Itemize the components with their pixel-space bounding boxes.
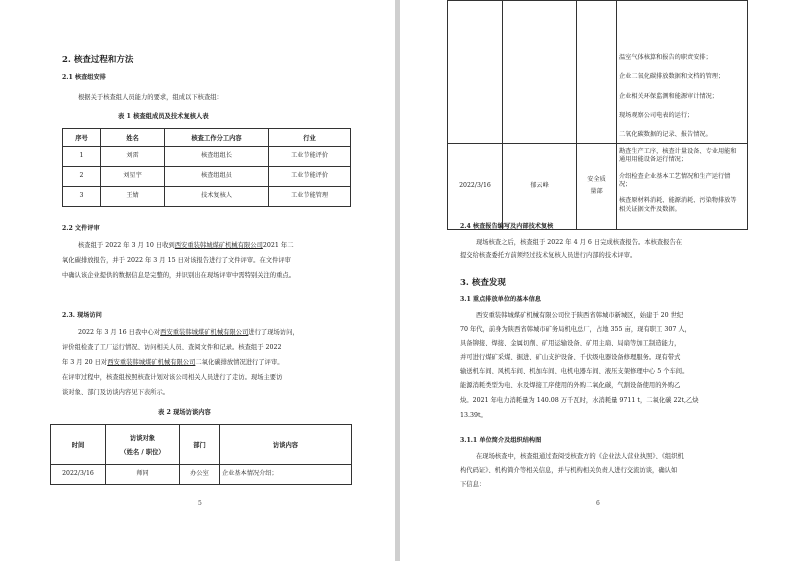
table-cell: 核查组组长: [165, 147, 269, 167]
paragraph-line: 2022 年 3 月 16 日我中心对西安重装韩城煤矿机械有限公司进行了现场访问，: [78, 329, 299, 336]
interview-table-continued: [447, 0, 748, 230]
paragraph-line: 中确认该企业提供的数据信息是完整的，并识别出在现场评审中需特别关注的重点。: [62, 272, 295, 279]
paragraph-intro: 根据关于核查组人员能力的要求，组成以下核查组：: [78, 94, 223, 101]
table-cell: 1: [63, 147, 101, 167]
table-cell: 工业节能评价: [269, 147, 351, 167]
table-row: [63, 167, 351, 187]
table2-caption: 表 2 现场访谈内容: [158, 409, 211, 416]
company-name-link: 西安重装韩城煤矿机械有限公司: [160, 329, 249, 336]
paragraph-line: 氧化碳排放报告，并于 2022 年 3 月 15 日对该报告进行了文件评审。在文件评审: [62, 257, 291, 264]
table-row: [63, 187, 351, 207]
table-cell: 安全质 量部: [577, 143, 617, 229]
table1-header-cell: 序号: [63, 129, 101, 147]
table-cell: 2022/3/16: [448, 143, 503, 229]
table-cell: 办公室: [180, 465, 220, 485]
table-cell: 刘雷: [101, 147, 165, 167]
paragraph-line: 炔。2021 年电力消耗量为 140.08 万千瓦时，水消耗量 9711 t，二氧化碳 22t,乙炔: [460, 397, 699, 404]
subsection-heading-2-4: 2.4 核查报告编写及内部技术复核: [460, 223, 554, 230]
page-number: 5: [198, 500, 202, 507]
interview-table: [50, 424, 352, 485]
table-cell: 工业节能评价: [269, 167, 351, 187]
table-cell: 师同: [106, 465, 180, 485]
subsection-heading-2-2: 2.2 文件评审: [62, 225, 100, 232]
page-number: 6: [596, 500, 600, 507]
section-heading-2: 2. 核查过程和方法: [62, 55, 134, 65]
paragraph-line: 现场核查之后，核查组于 2022 年 4 月 6 日完成核查报告。本核查报告在: [476, 239, 683, 246]
table-cell: 刘星宇: [101, 167, 165, 187]
table2-header-content: 访谈内容: [220, 425, 352, 465]
table-cell: 勘查生产工序，核查计量设备、专业用能和 通用用能设备运行情况； 介绍检查企业基本工艺情况和生产运行情 况； 核查原材料消耗、能源消耗、污染物排放等 相关证据文件及数据。: [617, 143, 748, 229]
paragraph-line: 提交给核查委托方前须经过技术复核人员进行内部的技术评审。: [460, 252, 637, 259]
paragraph-line: 下信息：: [460, 481, 486, 488]
subsection-heading-2-1: 2.1 核查组安排: [62, 74, 106, 81]
subsection-heading-3-1: 3.1 重点排放单位的基本信息: [460, 296, 541, 303]
paragraph-line: 输送机车间、风机车间、机加车间、电机电器车间、液压支架修理中心 5 个车间。: [460, 368, 689, 375]
paragraph-line: 70 年代，前身为陕西省韩城市矿务局机电总厂，占地 355 亩，现有职工 307 人，: [460, 326, 691, 333]
subsection-heading-2-3: 2.3. 现场访问: [62, 312, 102, 319]
paragraph-line: 核查组于 2022 年 3 月 10 日收到西安重装韩城煤矿机械有限公司2021 年二: [78, 242, 294, 249]
table-cell: 郁云峰: [503, 143, 577, 229]
paragraph-line: 构代码证》、机构简介等相关信息，并与机构相关负责人进行交流访谈，确认如: [460, 467, 678, 474]
paragraph-line: 在评审过程中，核查组按照核查计划对该公司相关人员进行了走访。现场主要访: [62, 374, 283, 381]
table-row: [63, 147, 351, 167]
section-heading-3: 3. 核查发现: [460, 278, 506, 288]
paragraph-line: 能源消耗类型为电、水及焊接工序使用的外购二氧化碳，气割设备使用的外购乙: [460, 382, 681, 389]
table-row: [448, 1, 748, 144]
table2-header-time: 时间: [51, 425, 106, 465]
table-cell: 2: [63, 167, 101, 187]
company-name-link: 西安重装韩城煤矿机械有限公司: [107, 359, 196, 366]
table1-header-cell: 姓名: [101, 129, 165, 147]
paragraph-line: 并可进行煤矿采煤、掘进、矿山支护设备、千伏级电器设备修理服务。现有带式: [460, 354, 681, 361]
table1-caption: 表 1 核查组成员及技术复核人表: [118, 113, 209, 120]
table-cell: 2022/3/16: [51, 465, 106, 485]
table2-header-dept: 部门: [180, 425, 220, 465]
company-name-link: 西安重装韩城煤矿机械有限公司: [174, 242, 263, 249]
table-cell: 核查组组员: [165, 167, 269, 187]
table-row: [448, 143, 748, 229]
table-cell: 技术复核人: [165, 187, 269, 207]
paragraph-line: 具备铆接、焊接、金属切削、矿用运输设备、矿用主扇、局扇等加工制造能力，: [460, 340, 681, 347]
paragraph-line: 在现场核查中，核查组通过查阅受核查方的《企业法人营业执照》、《组织机: [476, 453, 684, 460]
paragraph-line: 西安重装韩城煤矿机械有限公司位于陕西省韩城市新城区，始建于 20 世纪: [476, 312, 684, 319]
paragraph-line: 年 3 月 20 日对西安重装韩城煤矿机械有限公司二氧化碳排放情况进行了评审。: [62, 359, 284, 366]
subsection-heading-3-1-1: 3.1.1 单位简介及组织结构图: [460, 437, 542, 444]
table-cell: 温室气体核算和报告的职责安排； 企业二氧化碳排放数据和文档的管理； 企业相关环保监测和能源审计情况； 现场观察公司电表的运行； 二氧化碳数据的记录、报告情况。: [617, 1, 748, 144]
paragraph-line: 评价组检查了工厂运行情况、访问相关人员、查阅文件和记录。核查组于 2022: [62, 344, 282, 351]
page-6: [400, 0, 795, 561]
table1-header-cell: 行业: [269, 129, 351, 147]
table2-header-object: 访谈对象 （姓名 / 职位）: [106, 425, 180, 465]
table-cell: 3: [63, 187, 101, 207]
table-cell: 工业节能管理: [269, 187, 351, 207]
page-5: [0, 0, 395, 561]
paragraph-line: 谈对象、部门及访谈内容见下表所示。: [62, 389, 170, 396]
paragraph-line: 13.39t。: [460, 412, 487, 419]
table-row: [51, 465, 352, 485]
table1-header-cell: 核查工作分工内容: [165, 129, 269, 147]
table-cell: 王婧: [101, 187, 165, 207]
table-cell: 企业基本情况介绍；: [220, 465, 352, 485]
team-table: [62, 128, 351, 207]
